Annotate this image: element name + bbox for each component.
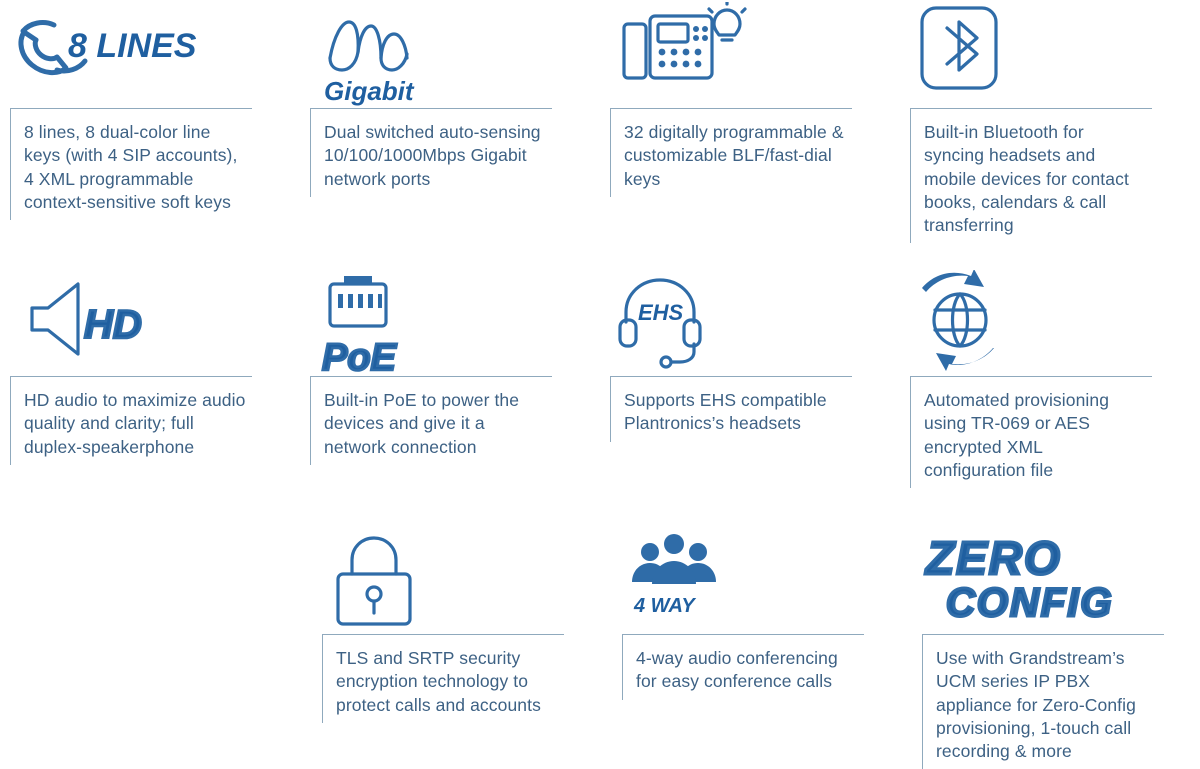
poe-ethernet-icon: [300, 268, 588, 376]
feature-card-blf-keys: [600, 0, 900, 268]
hd-speaker-icon: [0, 268, 288, 376]
feature-card-security: [300, 526, 600, 735]
feature-card-conferencing: [600, 526, 900, 735]
feature-description: 8 lines, 8 dual-color line keys (with 4 SIP accounts), 4 XML programmable context-sensitive soft keys: [24, 122, 238, 212]
headline-text: HD: [84, 303, 142, 347]
feature-description: TLS and SRTP security encryption technology to protect calls and accounts: [336, 648, 541, 715]
headline-text: 4 WAY: [634, 595, 695, 617]
phone-handset-icon: [0, 0, 288, 108]
headline-text: Gigabit: [324, 75, 414, 106]
globe-sync-icon: [900, 268, 1188, 376]
feature-card-hd-audio: [0, 268, 300, 526]
zero-text: ZERO: [926, 532, 1062, 584]
bluetooth-icon: [900, 0, 1188, 108]
padlock-icon: [300, 526, 588, 634]
feature-description: Automated provisioning using TR-069 or AES encrypted XML configuration file: [924, 390, 1110, 480]
feature-description: Supports EHS compatible Plantronics’s headsets: [624, 390, 827, 434]
feature-card-gigabit: [300, 0, 600, 268]
feature-card-lines: [0, 0, 300, 268]
headline-text: PoE: [322, 336, 396, 375]
feature-description: Dual switched auto-sensing 10/100/1000Mbps Gigabit network ports: [324, 122, 541, 189]
feature-description: 32 digitally programmable & customizable BLF/fast-dial keys: [624, 122, 844, 189]
headline-text: EHS: [638, 299, 684, 325]
feature-card-ehs: [600, 268, 900, 526]
feature-description: Built-in Bluetooth for syncing headsets and mobile devices for contact books, calendars & call transferring: [924, 122, 1129, 236]
feature-description: Built-in PoE to power the devices and give it a network connection: [324, 390, 520, 457]
headline-text: 8 LINES: [68, 27, 197, 65]
zero-config-icon: [900, 526, 1188, 634]
config-text: CONFIG: [946, 581, 1114, 625]
feature-description: Use with Grandstream’s UCM series IP PBX appliance for Zero-Config provisioning, 1-touch call recording & more: [936, 648, 1136, 762]
people-group-icon: [600, 526, 888, 634]
feature-description: 4-way audio conferencing for easy conference calls: [636, 648, 838, 692]
feature-card-provisioning: [900, 268, 1200, 526]
feature-card-poe: [300, 268, 600, 526]
ehs-headset-icon: [600, 268, 888, 376]
feature-description: HD audio to maximize audio quality and clarity; full duplex-speakerphone: [24, 390, 246, 457]
desk-phone-icon: [600, 0, 888, 108]
feature-card-bluetooth: [900, 0, 1200, 268]
feature-card-zero-config: [900, 526, 1200, 762]
gigabit-icon: [300, 0, 588, 108]
